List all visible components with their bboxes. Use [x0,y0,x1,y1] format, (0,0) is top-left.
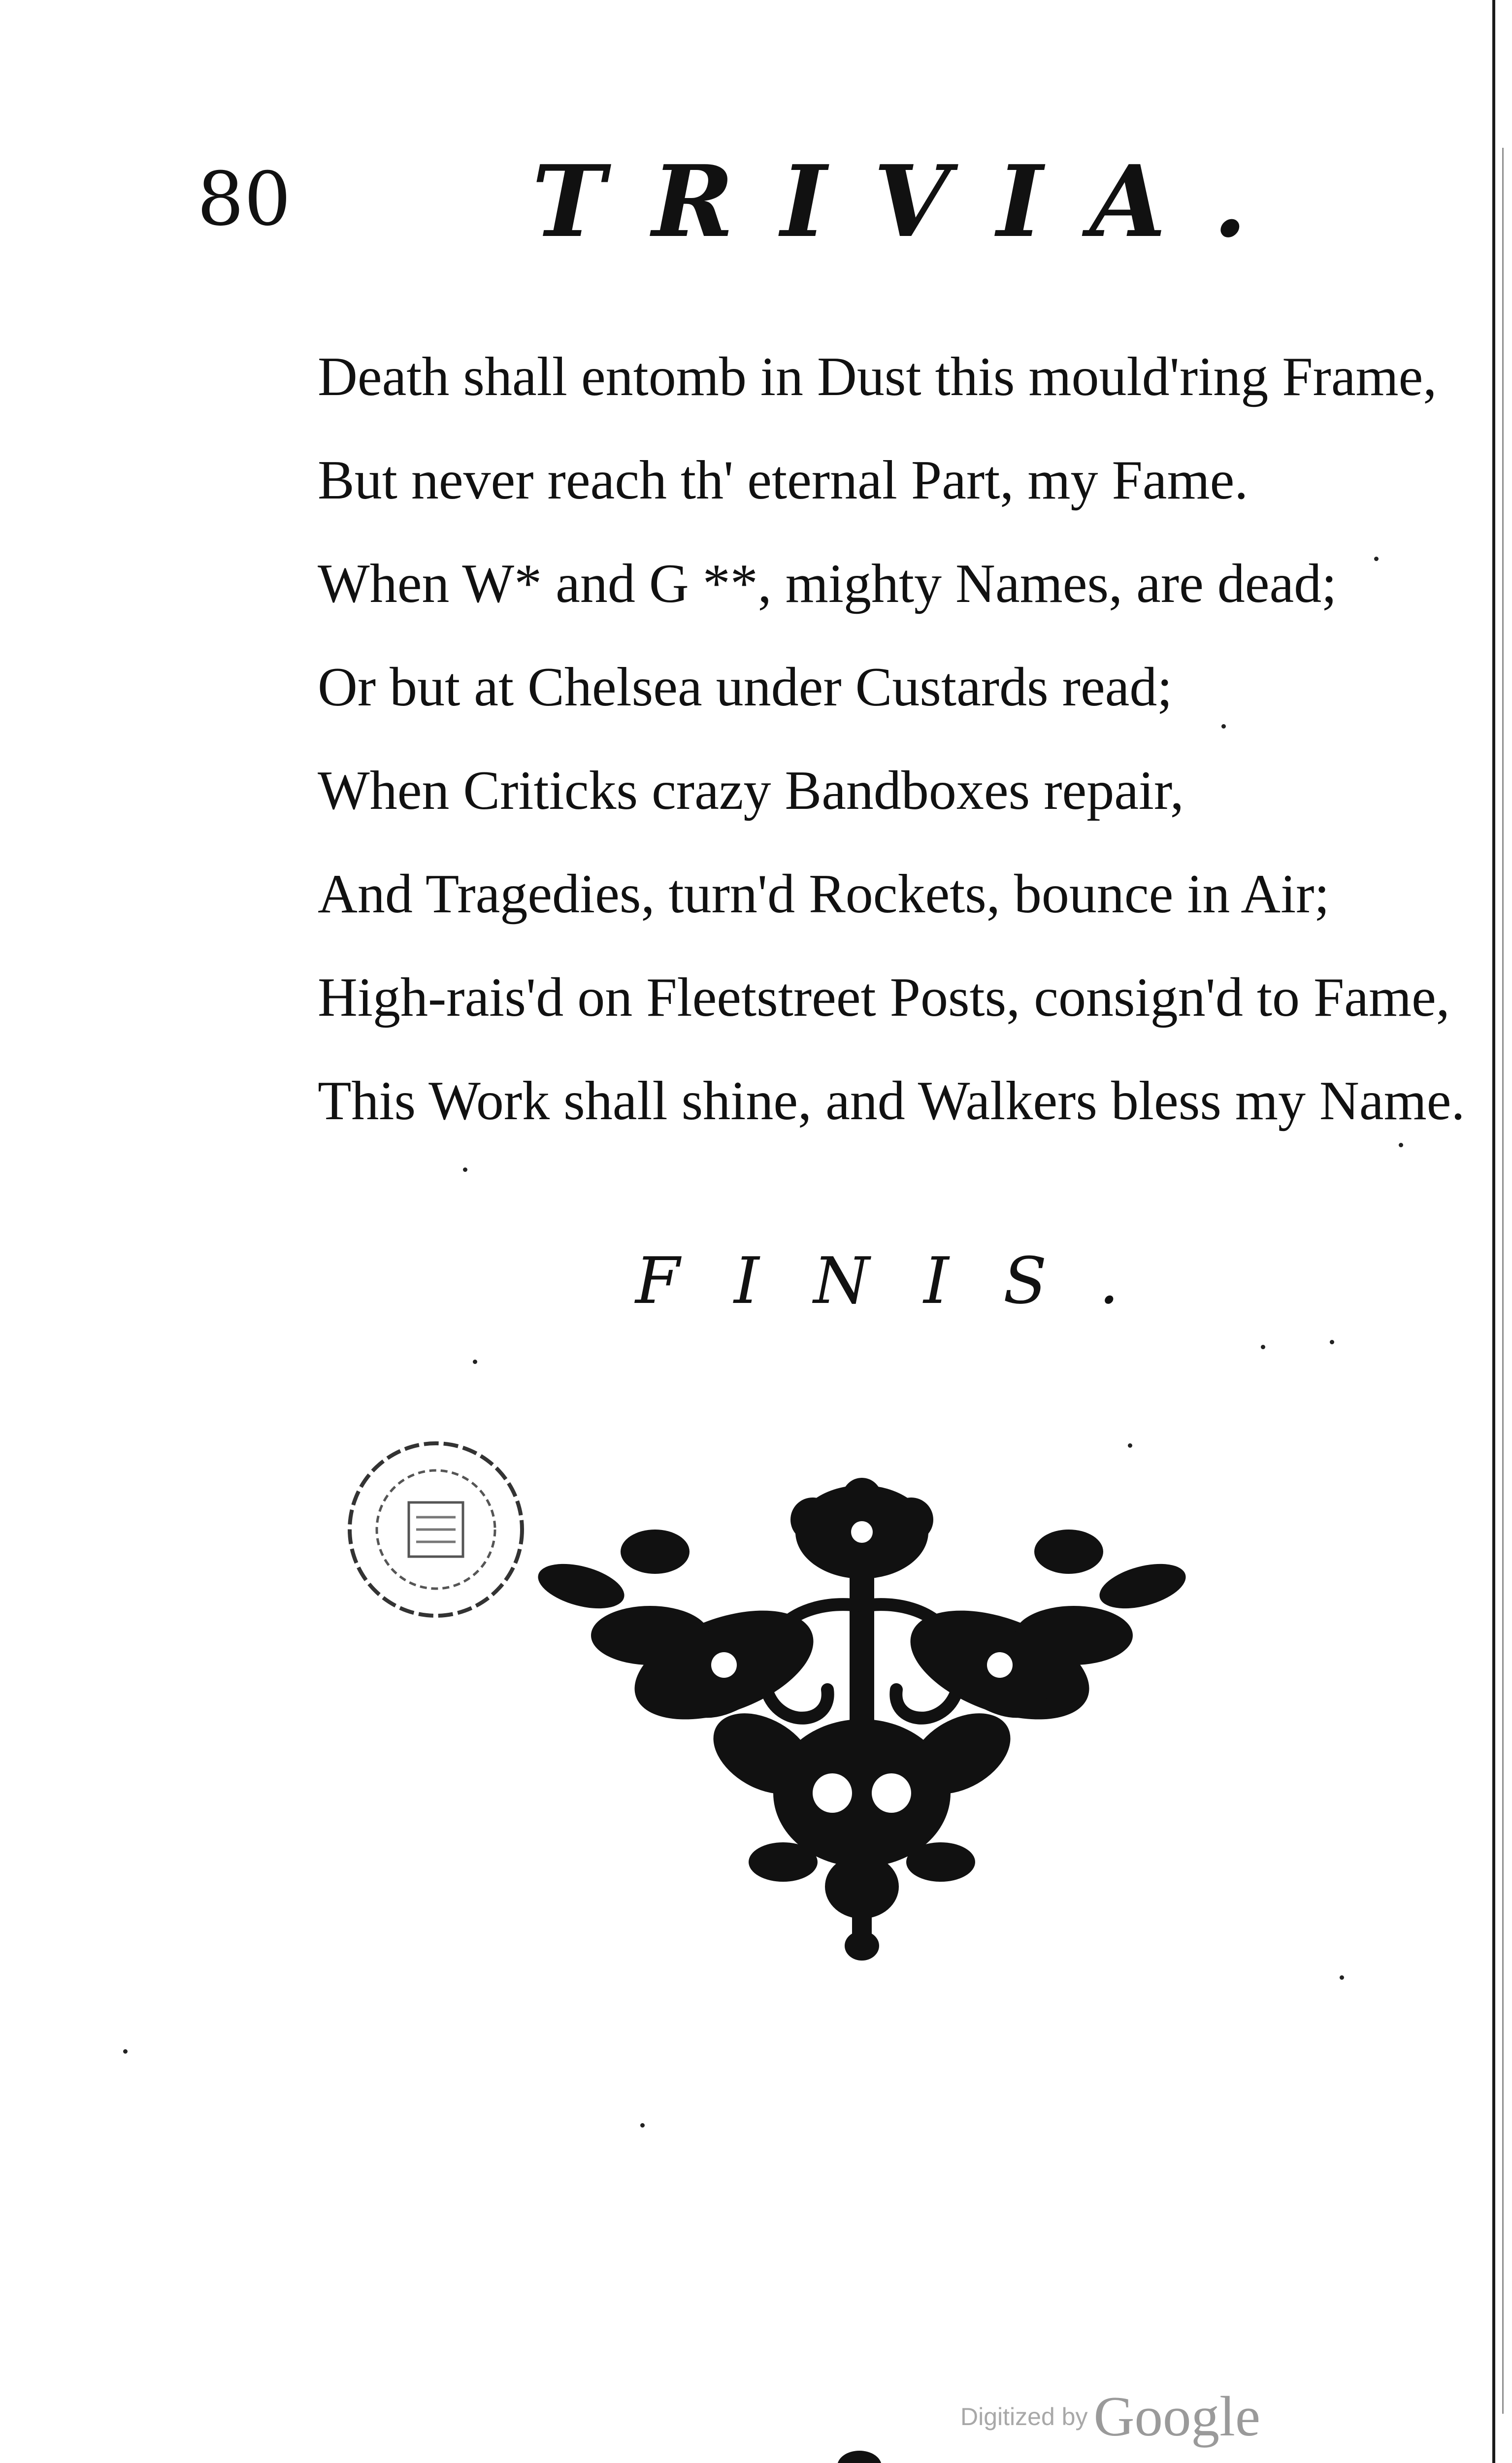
digitized-by-watermark [960,2384,1260,2449]
ink-speck [1330,1340,1334,1344]
ink-speck [473,1360,477,1364]
poem-line: When Criticks crazy Bandboxes repair, [318,760,1184,821]
poem-line: And Tragedies, turn'd Rockets, bounce in Air; [318,864,1330,925]
page-edge-shadow [1502,148,1504,2414]
ink-speck [1399,1143,1403,1147]
poem-line: But never reach th' eternal Part, my Fame. [318,450,1249,511]
ink-speck [1374,557,1379,561]
floral-tailpiece-icon [537,1478,1187,1961]
google-logo: Google [1093,2385,1260,2448]
digitized-label: Digitized by [960,2403,1088,2430]
running-head: TRIVIA. [532,144,1294,260]
poem-line: Or but at Chelsea under Custards read; [318,657,1173,718]
finis-heading: FINIS. [635,1243,1174,1318]
ink-speck [1221,724,1226,729]
poem-line: Death shall entomb in Dust this mould'ring Frame, [318,346,1437,407]
poem-block [318,325,1465,1153]
ink-speck [123,2049,128,2054]
page-edge-line [1492,0,1495,2463]
poem-line: This Work shall shine, and Walkers bless my Name. [318,1070,1465,1132]
ink-speck [1261,1345,1265,1349]
ink-speck [1128,1443,1132,1448]
ink-speck [1340,1975,1344,1980]
ink-speck [463,1167,467,1172]
ink-speck [640,2123,645,2128]
library-stamp-icon [345,1438,527,1621]
page-number: 80 [197,157,291,242]
poem-line: When W* and G **, mighty Names, are dead; [318,553,1337,614]
ink-blot [837,2451,882,2463]
poem-line: High-rais'd on Fleetstreet Posts, consign'd to Fame, [318,967,1450,1028]
